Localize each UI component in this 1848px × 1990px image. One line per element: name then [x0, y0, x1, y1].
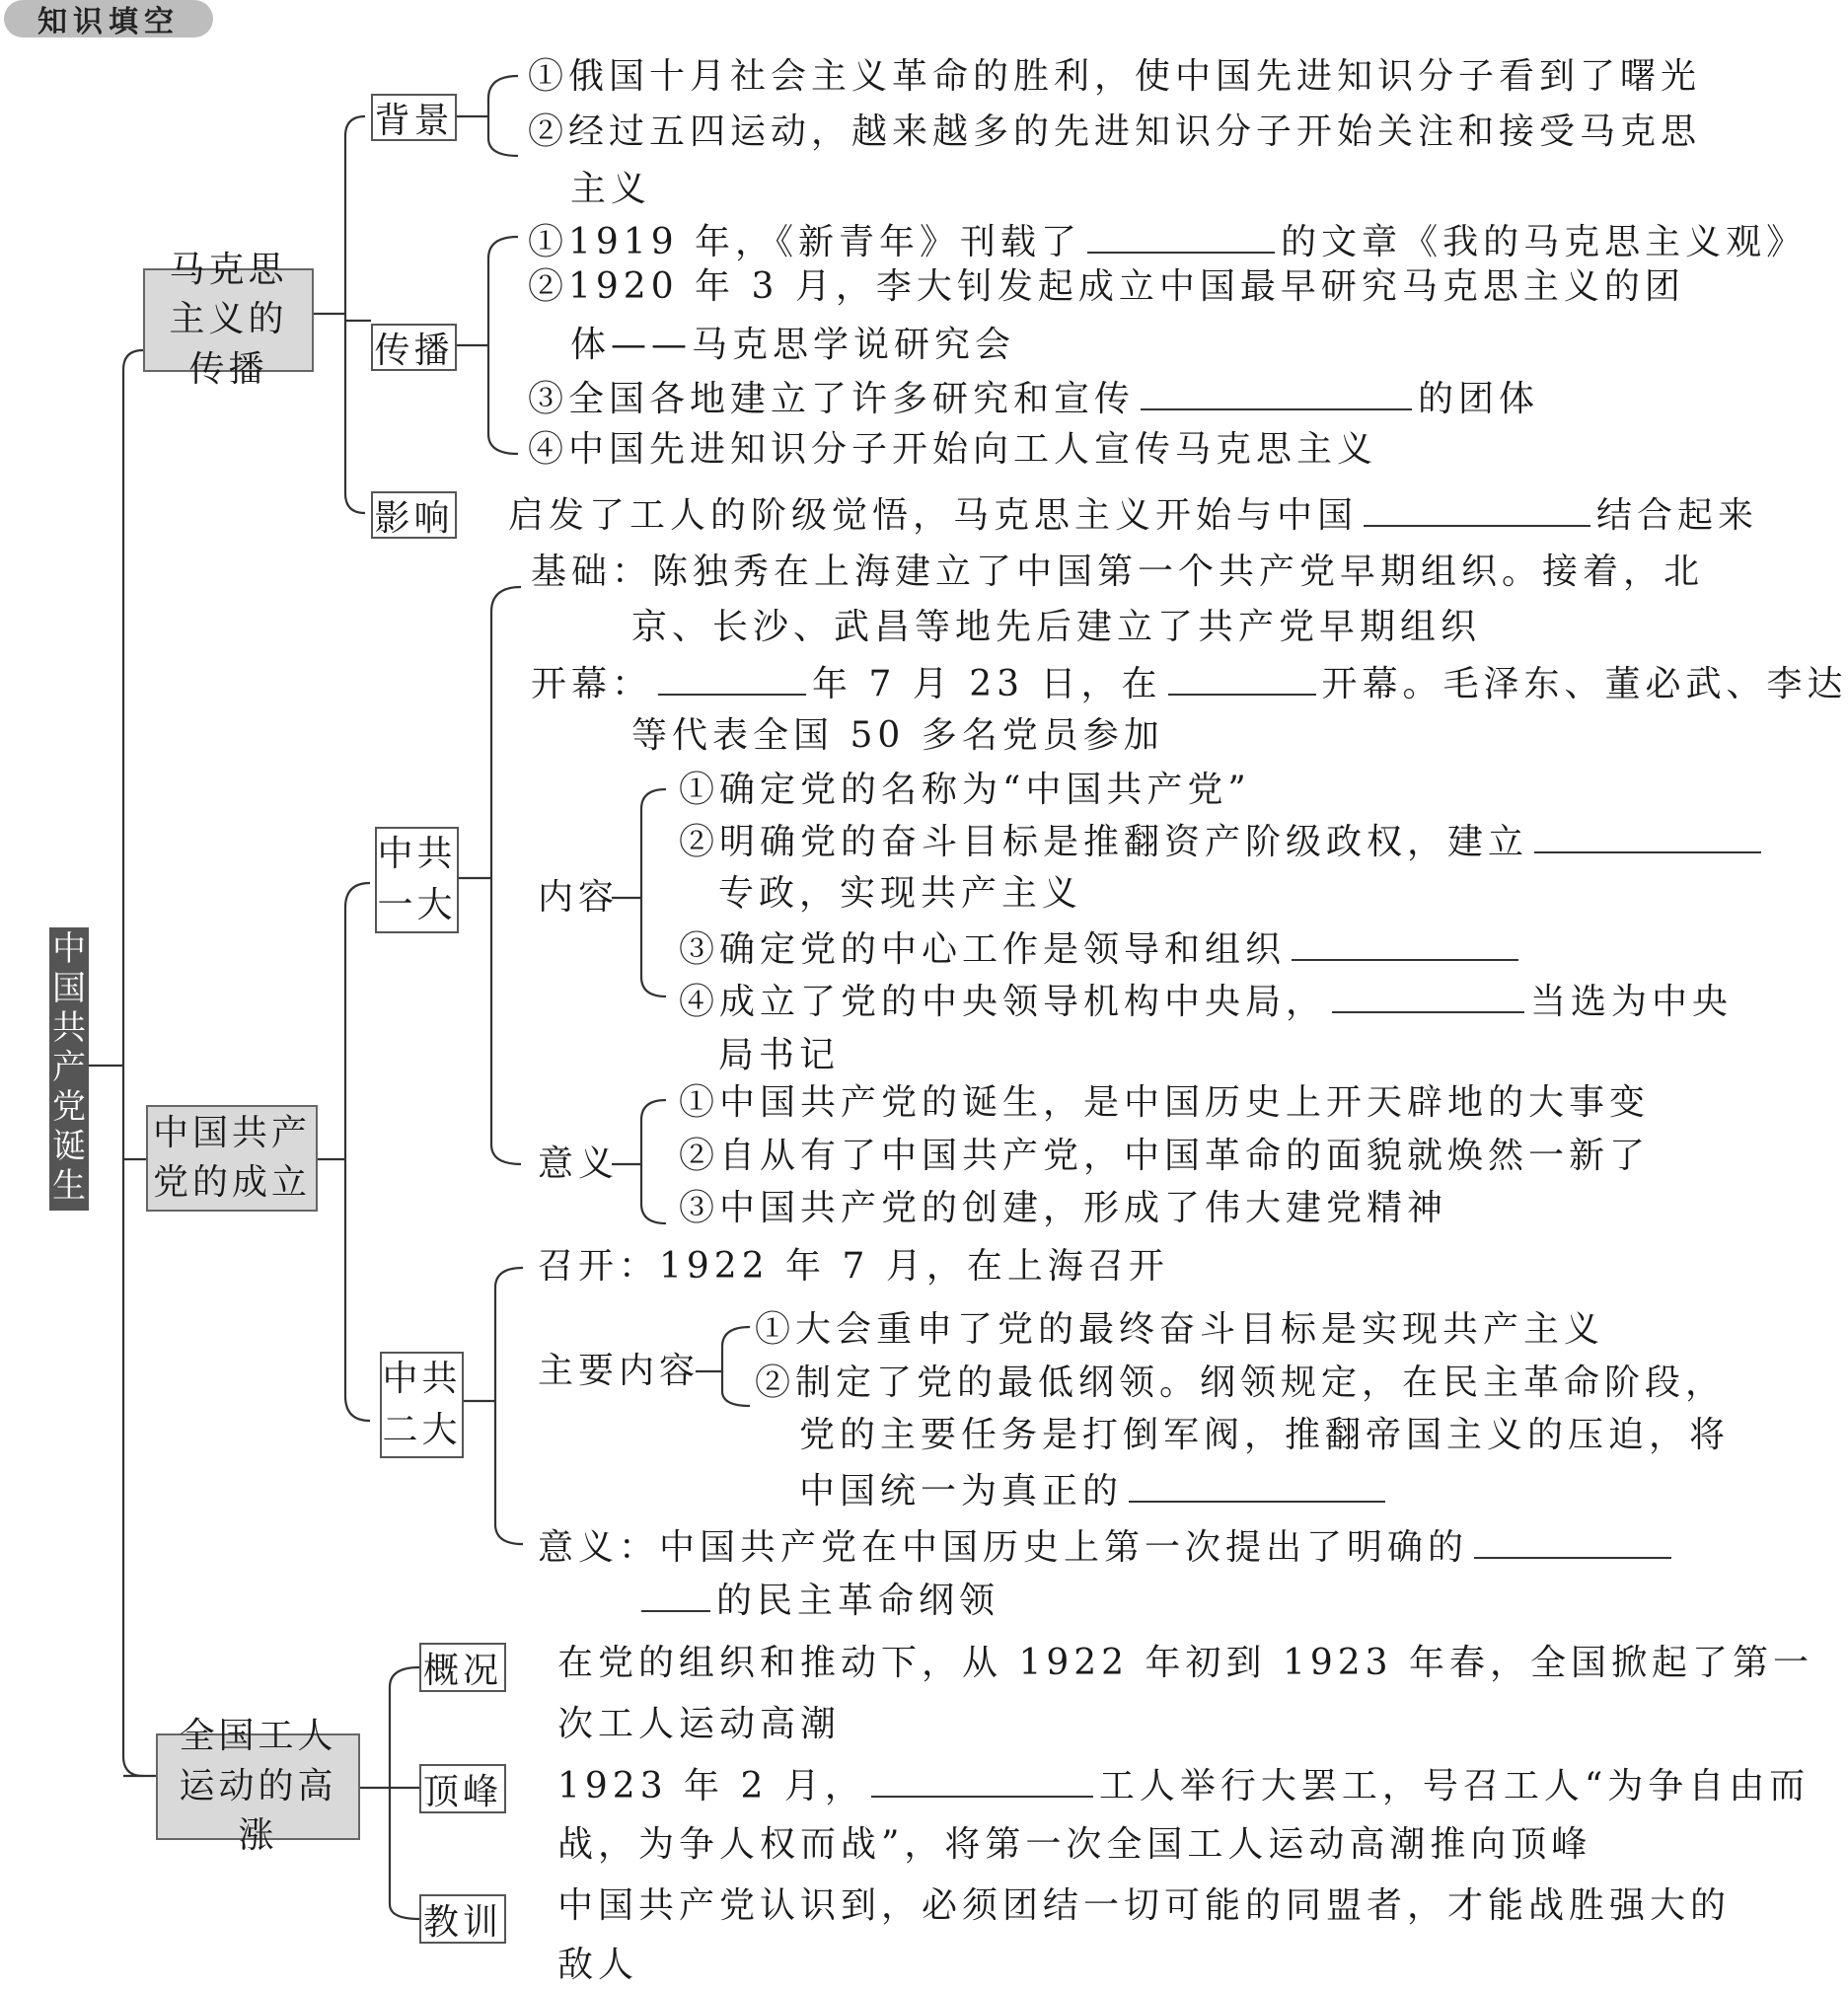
- blank-11[interactable]: [871, 1766, 1093, 1798]
- main-item-1: ①大会重申了党的最终奋斗目标是实现共产主义: [755, 1309, 1605, 1350]
- spread-item-3: [528, 379, 1539, 417]
- branch-party: [146, 1105, 318, 1212]
- blank-6[interactable]: [1534, 822, 1761, 853]
- first-basis: 基础：陈独秀在上海建立了中国第一个共产党早期组织。接着，北: [531, 552, 1705, 592]
- impact-text-b: 结合起来: [1596, 495, 1759, 536]
- blank-9[interactable]: [1129, 1471, 1385, 1503]
- branch-labor-label: 全国工人运动的高涨: [179, 1716, 337, 1857]
- spread-item-3-a: ③全国各地建立了许多研究和宣传: [528, 379, 1136, 419]
- peak-text-b: 工人举行大罢工，号召工人“为争自由而: [1098, 1766, 1811, 1806]
- overview-text-cont: 次工人运动高潮: [557, 1704, 842, 1744]
- section-badge: 知识填空: [4, 0, 213, 37]
- content-item-4-a: ④成立了党的中央领导机构中央局，: [679, 982, 1327, 1022]
- spread-item-1-a: ①1919 年，《新青年》刊载了: [528, 222, 1082, 262]
- branch-marx-label: 马克思主义的传播: [169, 249, 288, 390]
- main-item-2-cont2: [799, 1471, 1391, 1510]
- first-opening: [531, 664, 1848, 702]
- content-item-4: [679, 982, 1733, 1020]
- node-impact: 影响: [371, 491, 457, 539]
- content-item-2: [679, 822, 1767, 860]
- blank-3[interactable]: [1364, 495, 1590, 527]
- content-item-1: ①确定党的名称为“中国共产党”: [679, 770, 1251, 810]
- second-significance-cont: [641, 1581, 999, 1619]
- spread-item-2-cont: 体——马克思学说研究会: [570, 325, 1016, 365]
- first-basis-cont: 京、长沙、武昌等地先后建立了共产党早期组织: [631, 607, 1482, 647]
- second-significance: [538, 1527, 1677, 1566]
- content-item-3: [679, 929, 1524, 968]
- root-node: 中国共产党诞生: [49, 927, 89, 1211]
- lesson-text: 中国共产党认识到，必须团结一切可能的同盟者，才能战胜强大的: [557, 1885, 1732, 1926]
- significance-item-2: ②自从有了中国共产党，中国革命的面貌就焕然一新了: [679, 1136, 1651, 1176]
- spread-item-1-b: 的文章《我的马克思主义观》: [1281, 222, 1808, 262]
- spread-item-4: ④中国先进知识分子开始向工人宣传马克思主义: [528, 429, 1378, 470]
- main-content-label: 主要内容: [538, 1351, 701, 1391]
- blank-10[interactable]: [1474, 1527, 1671, 1559]
- main-item-2-cont: 党的主要任务是打倒军阀，推翻帝国主义的压迫，将: [799, 1415, 1731, 1455]
- peak-text-a: 1923 年 2 月，: [557, 1766, 865, 1806]
- impact-text-a: 启发了工人的阶级觉悟，马克思主义开始与中国: [508, 495, 1359, 536]
- node-background: 背景: [371, 94, 457, 141]
- peak-text: [557, 1766, 1810, 1805]
- content-item-2-a: ②明确党的奋斗目标是推翻资产阶级政权，建立: [679, 822, 1529, 862]
- first-opening-c: 开幕。毛泽东、董必武、李达: [1321, 664, 1848, 704]
- blank-7[interactable]: [1292, 929, 1518, 961]
- second-opening: 召开：1922 年 7 月，在上海召开: [538, 1246, 1169, 1287]
- blank-2[interactable]: [1141, 379, 1412, 410]
- blank-4[interactable]: [658, 664, 806, 696]
- bg-item-2: ②经过五四运动，越来越多的先进知识分子开始关注和接受马克思: [528, 111, 1702, 152]
- spread-item-3-b: 的团体: [1418, 379, 1540, 419]
- branch-party-label: 中国共产党的成立: [153, 1112, 312, 1203]
- blank-10-cont[interactable]: [641, 1581, 710, 1612]
- bg-item-2-cont: 主义: [570, 169, 652, 209]
- spread-item-1: [528, 222, 1807, 260]
- node-second-congress: [380, 1352, 464, 1458]
- first-opening-b: 年 7 月 23 日，在: [812, 664, 1162, 704]
- first-congress-label-1: 中共: [377, 833, 457, 874]
- second-congress-label-2: 二大: [382, 1410, 462, 1450]
- content-item-4-cont: 局书记: [718, 1035, 841, 1075]
- first-congress-label-2: 一大: [377, 885, 457, 925]
- content-item-2-cont: 专政，实现共产主义: [718, 873, 1083, 914]
- first-opening-a: 开幕：: [531, 664, 653, 704]
- significance-label: 意义: [538, 1143, 620, 1184]
- significance-item-3: ③中国共产党的创建，形成了伟大建党精神: [679, 1188, 1448, 1228]
- first-opening-cont: 等代表全国 50 多名党员参加: [631, 715, 1164, 756]
- branch-labor: [156, 1716, 360, 1857]
- impact-text: [508, 495, 1758, 534]
- spread-item-2: ②1920 年 3 月，李大钊发起成立中国最早研究马克思主义的团: [528, 266, 1685, 307]
- second-significance-b: 的民主革命纲领: [716, 1581, 1000, 1621]
- node-first-congress: [375, 827, 459, 933]
- overview-text: 在党的组织和推动下，从 1922 年初到 1923 年春，全国掀起了第一: [557, 1643, 1814, 1683]
- node-spread: 传播: [371, 324, 457, 371]
- main-item-2: ②制定了党的最低纲领。纲领规定，在民主革命阶段，: [755, 1363, 1727, 1403]
- branch-marx: [143, 249, 314, 390]
- second-congress-label-1: 中共: [382, 1358, 462, 1399]
- content-item-4-b: 当选为中央: [1530, 982, 1734, 1022]
- peak-text-cont: 战，为争人权而战”，将第一次全国工人运动高潮推向顶峰: [557, 1824, 1592, 1865]
- node-peak: 顶峰: [419, 1764, 506, 1813]
- significance-item-1: ①中国共产党的诞生，是中国历史上开天辟地的大事变: [679, 1082, 1651, 1123]
- content-label: 内容: [538, 877, 620, 918]
- blank-5[interactable]: [1168, 664, 1316, 696]
- blank-8[interactable]: [1332, 982, 1524, 1013]
- lesson-text-cont: 敌人: [557, 1945, 639, 1985]
- main-item-2-cont2-a: 中国统一为真正的: [799, 1471, 1124, 1511]
- node-overview: 概况: [419, 1643, 506, 1692]
- second-significance-a: 意义：中国共产党在中国历史上第一次提出了明确的: [538, 1527, 1469, 1568]
- bg-item-1: ①俄国十月社会主义革命的胜利，使中国先进知识分子看到了曙光: [528, 56, 1702, 97]
- blank-1[interactable]: [1087, 222, 1275, 254]
- content-item-3-a: ③确定党的中心工作是领导和组织: [679, 929, 1287, 970]
- node-lesson: 教训: [419, 1894, 506, 1944]
